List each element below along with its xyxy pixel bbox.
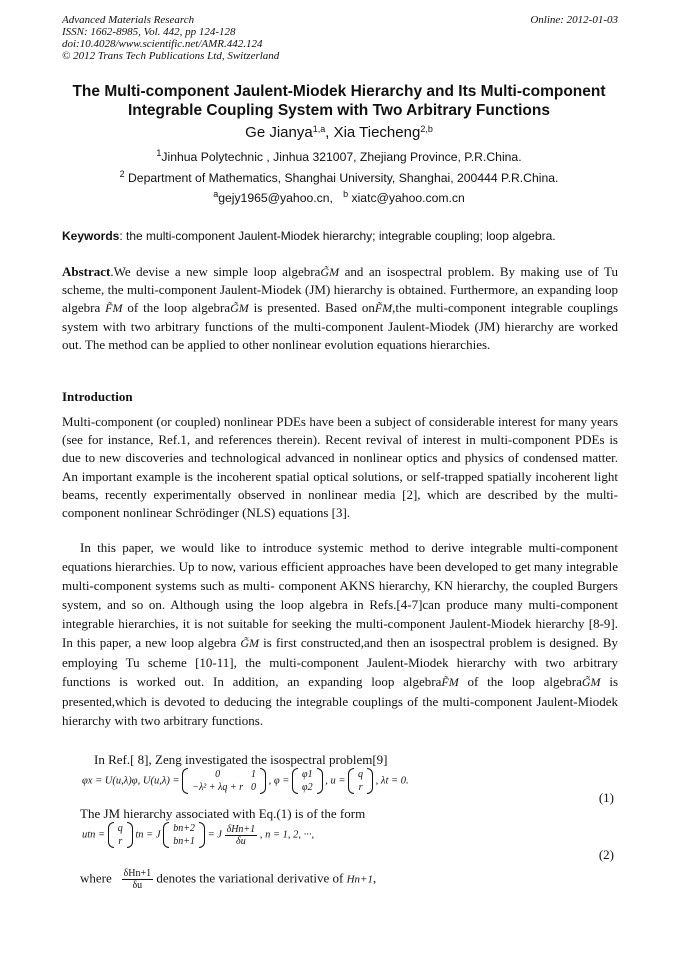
zeng-reference-line: In Ref.[ 8], Zeng investigated the isospectral problem[9] [94, 752, 388, 767]
eq1-matrix [182, 768, 266, 794]
eq2-mid: tn = J [135, 829, 161, 841]
email-b-sup: b [343, 189, 349, 199]
author-line: Ge Jianya$^{1,a}$, Xia Tiecheng$^{2,b}$ [245, 124, 433, 141]
eq1-m22: 0 [251, 782, 256, 793]
abstract-text-1: .We devise a new simple loop algebra [110, 264, 321, 279]
issn-line: ISSN: 1662-8985, Vol. 442, pp 124-128 [62, 26, 236, 38]
abstract-text-4: is presented. Based on [253, 300, 375, 316]
loop-algebra-f-symbol: F̃M [105, 301, 123, 316]
abstract [62, 263, 618, 354]
intro-p2-text-a: In this paper, we would like to introduce systemic method to derive integrable multi-component equations hierarchies. Up to now, various efficient approaches have been developed to get many integrable multi-component systems such as multi- component AKNS hierarchy, KN hierarchy, the coupled Burgers system, and so on. Although using the loop algebra in Refs.[4-7]can produce many multi-component integrable hierarchies, it is not suitable for seeking the multi-component Jaulent-Miodek hierarchy [8-9]. In this paper, a new loop algebra [62, 540, 618, 650]
loop-algebra-f-symbol: F̃M [374, 301, 393, 316]
email-a[interactable]: gejy1965@yahoo.cn, [218, 191, 333, 205]
eq1-phi2: φ2 [302, 782, 313, 793]
where-line [80, 868, 376, 891]
eq1-lhs: φx = U(u,λ)φ, U(u,λ) = [82, 775, 180, 787]
affiliation-2 [40, 171, 638, 186]
eq2-frac-top: δHn+1 [226, 823, 256, 835]
eq2-lhs: utn = [82, 829, 106, 841]
equation-1-number: (1) [598, 790, 614, 805]
author-2: Xia Tiecheng [333, 124, 421, 141]
section-heading-introduction: Introduction [62, 389, 133, 404]
affiliation-1 [40, 150, 638, 165]
loop-algebra-g-symbol: G̃M [230, 301, 249, 316]
eq1-m12: 1 [251, 769, 256, 780]
loop-algebra-g-symbol: G̃M [581, 675, 601, 689]
eq2-qr-vector [108, 822, 133, 848]
abstract-text-2: and an isospectral problem. By making use of Tu scheme, the multi-component Jaulent-Miodek (JM) hierarchy is obtained. Furthermore, an expanding loop algebra [62, 264, 618, 316]
abstract-text-3: of the loop algebra [127, 300, 231, 316]
abstract-text-5: ,the multi-component integrable couplings system with two arbitrary functions of the multi-component Jaulent-Miodek (JM) hierarchy are worked out. The method can be applied to other nonlinear evolution equations hierarchies. [62, 300, 619, 352]
eq1-u-label: , u = [325, 775, 346, 787]
eq2-q: q [117, 823, 123, 834]
affiliation-2-text: Department of Mathematics, Shanghai University, Shanghai, 200444 P.R.China. [127, 171, 559, 185]
abstract-label: Abstract [62, 264, 111, 279]
where-text-c: , [372, 870, 377, 886]
where-fraction [122, 868, 154, 891]
copyright-line: © 2012 Trans Tech Publications Ltd, Switzerland [62, 50, 280, 62]
where-h-symbol: Hn+1 [346, 873, 373, 886]
eq2-tail: , n = 1, 2, ···, [259, 829, 315, 841]
affiliation-1-text: Jinhua Polytechnic , Jinhua 321007, Zhejiang Province, P.R.China. [161, 150, 522, 164]
where-text-b: denotes the variational derivative of [156, 870, 344, 886]
intro-p2-text-c: of the loop algebra [467, 674, 582, 689]
doi-line[interactable]: doi:10.4028/www.scientific.net/AMR.442.124 [62, 38, 263, 50]
affiliation-2-sup: 2 [119, 169, 125, 179]
paper-title: The Multi-component Jaulent-Miodek Hierarchy and Its Multi-component Integrable Coupling System with Two Arbitrary Functions [72, 83, 606, 119]
journal-header [62, 14, 618, 62]
eq2-b2: bn+1 [173, 836, 195, 847]
intro-p2-text-d: is presented,which is devoted to deducing the integrable couplings of the multi-component Jaulent-Miodek hierarchy with two arbitrary functions. [62, 674, 619, 728]
eq1-m21: −λ² + λq + r [192, 782, 243, 793]
where-frac-bottom: δu [132, 880, 143, 891]
where-text-a: where [80, 870, 112, 886]
emails [40, 191, 638, 206]
eq2-b1: bn+2 [173, 823, 195, 834]
jm-hierarchy-line: The JM hierarchy associated with Eq.(1) is of the form [80, 806, 366, 821]
equation-2-number: (2) [598, 847, 614, 862]
loop-algebra-f-symbol: F̃M [441, 675, 459, 689]
eq1-r: r [358, 782, 363, 793]
loop-algebra-g-symbol: G̃M [240, 636, 260, 650]
loop-algebra-g-symbol: G̃M [320, 265, 340, 279]
eq1-u-vector [348, 768, 373, 794]
intro-paragraph-1: Multi-component (or coupled) nonlinear PDEs have been a subject of considerable interest for many years (see for instance, Ref.1, and references therein). Recent revival of interest in multi-component PDEs is due to new discoveries and technological advanced in nonlinear optics and physics of condensed matter. An important example is the incoherent spatial optical solutions, or self-trapped spatially incoherent light beams, recently experimentally observed in nonlinear media [2], which are described by the multi-component nonlinear Schrödinger (NLS) equations [3]. [62, 414, 618, 521]
keywords [62, 229, 618, 243]
eq1-m11: 0 [215, 769, 221, 780]
keywords-text: : the multi-component Jaulent-Miodek hierarchy; integrable coupling; loop algebra. [119, 229, 556, 243]
author-2-sup: 2,b [420, 124, 433, 134]
eq1-q: q [358, 769, 364, 780]
eq2-eqj: = J [207, 829, 222, 841]
equation-2 [82, 822, 314, 848]
eq2-b-vector [163, 822, 205, 848]
intro-paragraph-2 [62, 538, 618, 730]
email-a-sup: a [213, 189, 219, 199]
email-b[interactable]: xiatc@yahoo.com.cn [351, 191, 465, 205]
eq1-phi-label: , φ = [268, 775, 290, 787]
eq2-r: r [118, 836, 123, 847]
online-date: Online: 2012-01-03 [530, 14, 618, 26]
affiliation-1-sup: 1 [156, 148, 162, 158]
equation-1 [82, 768, 409, 794]
eq2-frac-bottom: δu [236, 835, 246, 847]
where-frac-top: δHn+1 [123, 868, 152, 879]
eq1-phi-vector [292, 768, 323, 794]
intro-p2-text-b: is first constructed,and then an isospectral problem is designed. By employing Tu scheme [10-11], the multi-component Jaulent-Miodek hierarchy with two arbitrary functions is worked out. In addition, an expanding loop algebra [62, 635, 618, 689]
eq1-phi1: φ1 [302, 769, 313, 780]
author-1: Ge Jianya [245, 124, 313, 141]
eq1-tail: , λt = 0. [375, 775, 409, 787]
journal-name: Advanced Materials Research [62, 14, 195, 26]
author-1-sup: 1,a [312, 124, 326, 134]
keywords-label: Keywords [62, 229, 120, 243]
eq2-fraction [225, 824, 258, 847]
